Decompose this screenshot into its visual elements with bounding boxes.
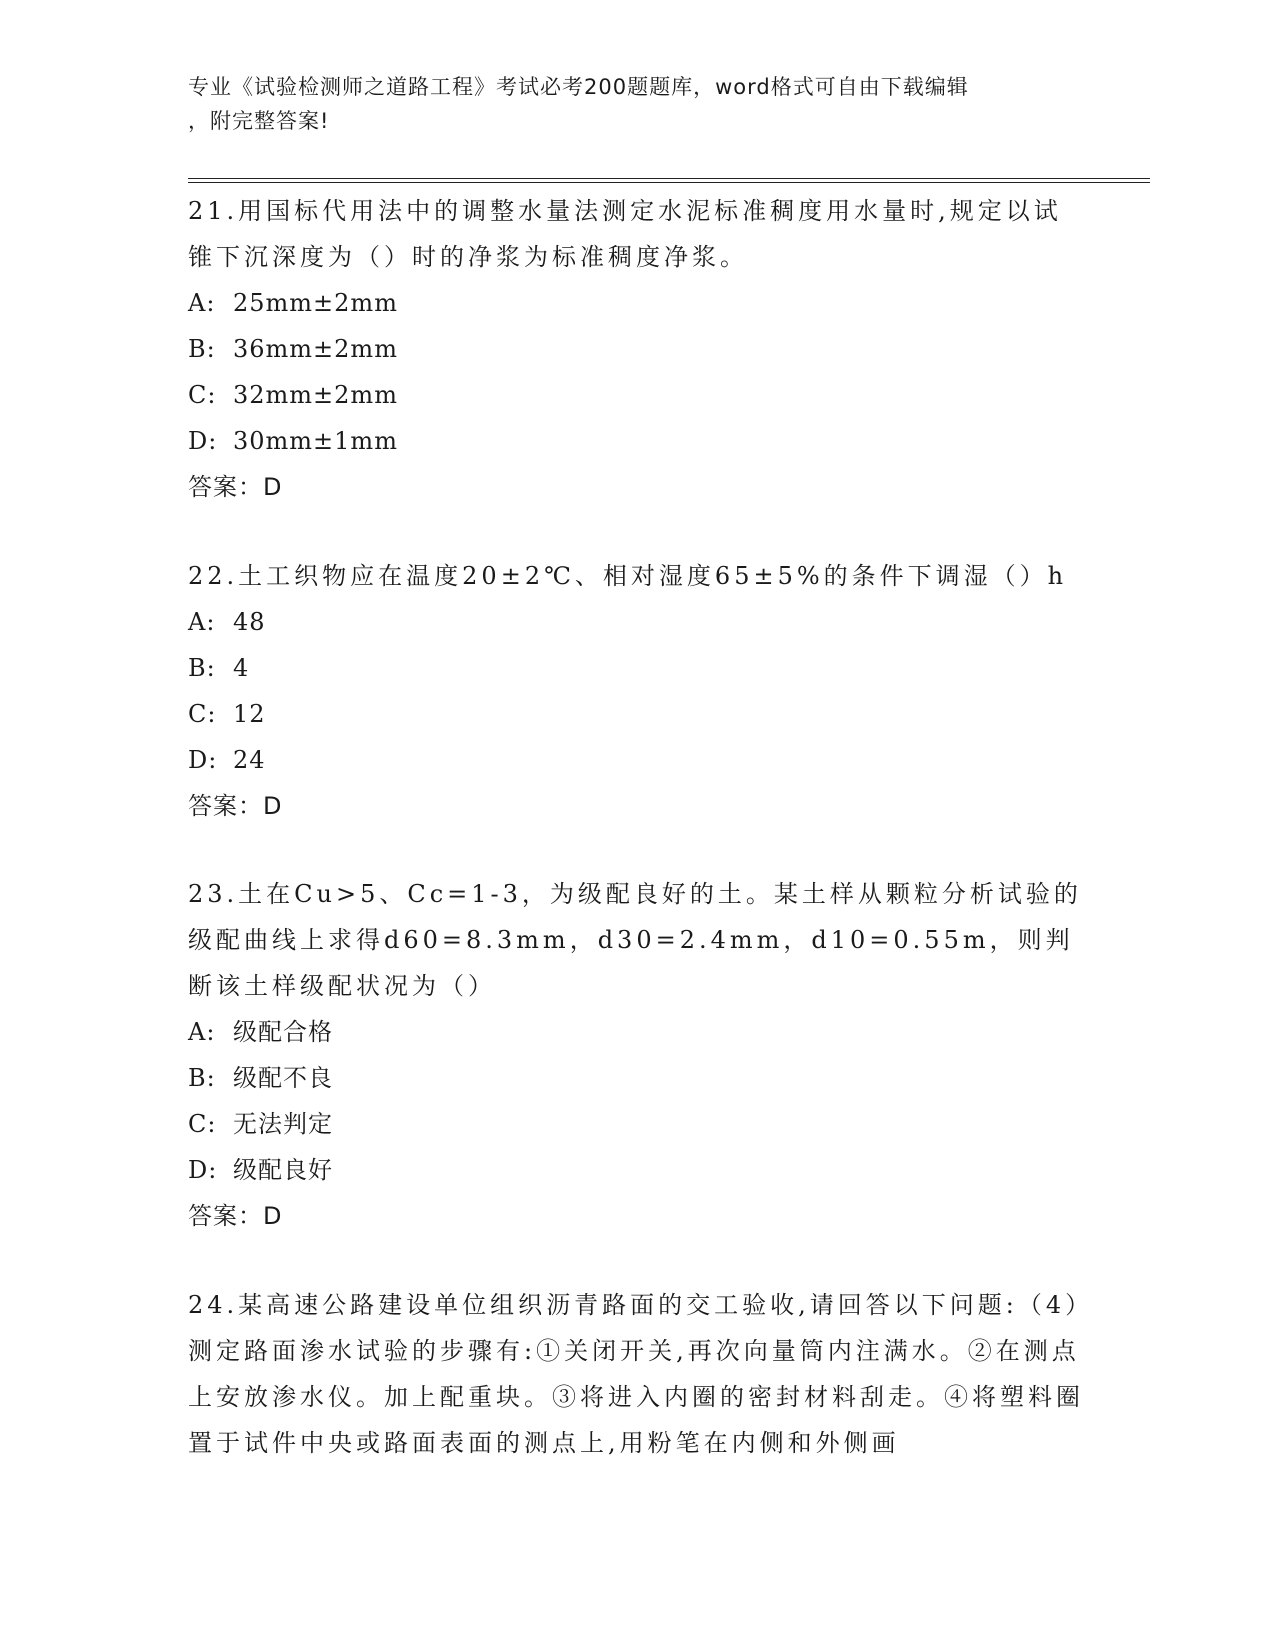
option-label: A: bbox=[188, 289, 216, 317]
option-text: 32mm±2mm bbox=[233, 381, 398, 409]
option-label: A: bbox=[188, 1018, 216, 1046]
option-text: 25mm±2mm bbox=[233, 289, 398, 317]
option-b bbox=[188, 645, 1088, 691]
option-label: C: bbox=[188, 1110, 217, 1138]
option-label: C: bbox=[188, 700, 217, 728]
option-b bbox=[188, 326, 1088, 372]
option-text: 48 bbox=[233, 608, 266, 636]
question-22 bbox=[188, 553, 1088, 829]
answer: 答案：D bbox=[188, 1202, 283, 1230]
option-text: 24 bbox=[233, 746, 266, 774]
option-label: A: bbox=[188, 608, 216, 636]
header-divider-bottom bbox=[188, 182, 1150, 183]
option-label: B: bbox=[188, 1064, 216, 1092]
option-d bbox=[188, 1147, 1088, 1193]
option-a bbox=[188, 280, 1088, 326]
option-a bbox=[188, 599, 1088, 645]
option-c bbox=[188, 372, 1088, 418]
document-header bbox=[188, 70, 1068, 138]
option-text: 12 bbox=[233, 700, 266, 728]
question-24 bbox=[188, 1282, 1088, 1466]
option-text: 30mm±1mm bbox=[233, 427, 398, 455]
question-text: 22.土工织物应在温度20±2℃、相对湿度65±5%的条件下调湿（）h bbox=[188, 562, 1068, 590]
option-text: 36mm±2mm bbox=[233, 335, 398, 363]
answer: 答案：D bbox=[188, 473, 283, 501]
question-text: 23.土在Cu>5、Cc=1-3，为级配良好的土。某土样从颗粒分析试验的级配曲线上求得d60=8.3mm，d30=2.4mm，d10=0.55m，则判断该土样级配状况为（） bbox=[188, 880, 1082, 1000]
option-text: 级配不良 bbox=[233, 1064, 333, 1092]
answer: 答案：D bbox=[188, 792, 283, 820]
option-text: 级配合格 bbox=[233, 1018, 333, 1046]
option-b bbox=[188, 1055, 1088, 1101]
option-label: B: bbox=[188, 654, 216, 682]
option-label: B: bbox=[188, 335, 216, 363]
option-a bbox=[188, 1009, 1088, 1055]
question-23 bbox=[188, 871, 1088, 1239]
option-d bbox=[188, 737, 1088, 783]
option-c bbox=[188, 691, 1088, 737]
option-text: 4 bbox=[233, 654, 250, 682]
header-divider-top bbox=[188, 178, 1150, 179]
option-label: D: bbox=[188, 746, 218, 774]
question-text: 24.某高速公路建设单位组织沥青路面的交工验收,请回答以下问题:（4）测定路面渗水试验的步骤有:①关闭开关,再次向量筒内注满水。②在测点上安放渗水仪。加上配重块。③将进入内圈的密封材料刮走。④将塑料圈置于试件中央或路面表面的测点上,用粉笔在内侧和外侧画 bbox=[188, 1291, 1084, 1457]
option-text: 无法判定 bbox=[233, 1110, 333, 1138]
option-c bbox=[188, 1101, 1088, 1147]
question-21 bbox=[188, 188, 1088, 510]
option-label: C: bbox=[188, 381, 217, 409]
question-text: 21.用国标代用法中的调整水量法测定水泥标准稠度用水量时,规定以试锥下沉深度为（）时的净浆为标准稠度净浆。 bbox=[188, 197, 1062, 271]
option-label: D: bbox=[188, 1156, 218, 1184]
header-line-1: 专业《试验检测师之道路工程》考试必考200题题库，word格式可自由下载编辑 bbox=[188, 75, 969, 99]
option-text: 级配良好 bbox=[233, 1156, 333, 1184]
option-label: D: bbox=[188, 427, 218, 455]
option-d bbox=[188, 418, 1088, 464]
header-line-2: ，附完整答案! bbox=[188, 109, 330, 133]
